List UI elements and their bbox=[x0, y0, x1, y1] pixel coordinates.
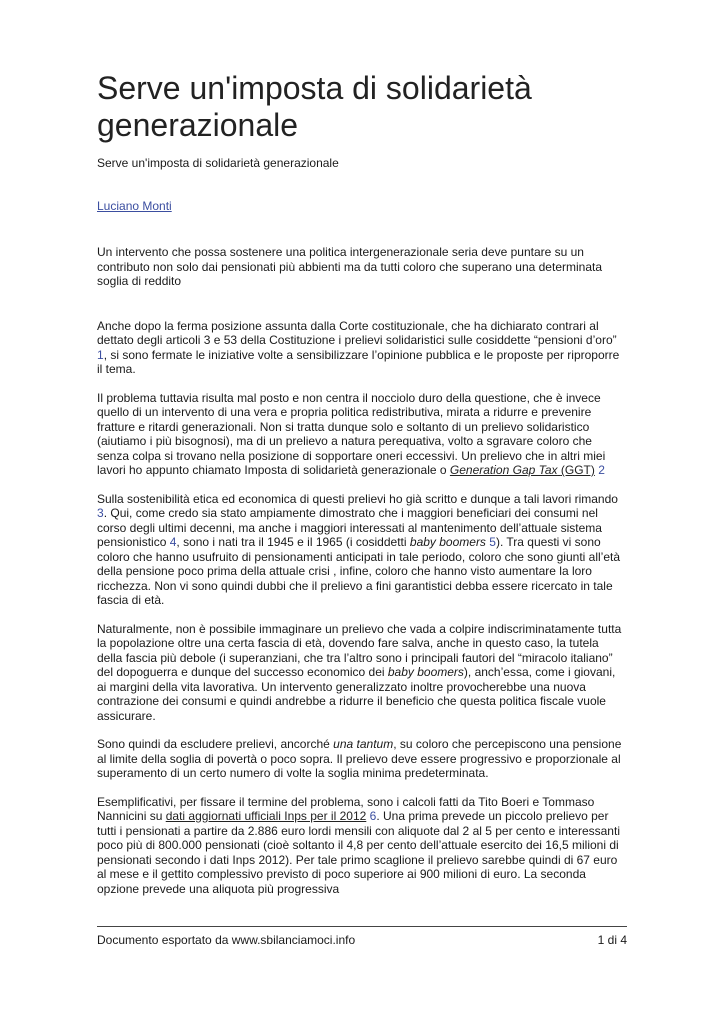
footnote-ref-4[interactable]: 4 bbox=[169, 535, 177, 549]
emphasis-text: baby boomers bbox=[387, 665, 464, 679]
paragraph-text: . Qui, come credo sia stato ampiamente dimostrato che i maggiori beneficiari dei consumi nel corso degli ultimi decenni, ma anche i maggiori interessati al mantenimento dell’attuale sistema pensionistico bbox=[97, 506, 602, 549]
inps-data-link[interactable]: dati aggiornati ufficiali Inps per il 2012 bbox=[165, 809, 367, 823]
paragraph-text: Il problema tuttavia risulta mal posto e non centra il nocciolo duro della questione, che è invece quello di un intervento di una vera e propria politica redistributiva, mirata a ridurre e prevenire fratture e ritardi generazionali. Non si tratta dunque solo e soltanto di un prelievo solidaristico (aiutiamo i più bisognosi), ma di un prelievo a natura perequativa, volto a sgravare coloro che senza colpa si trovano nella posizione di sopportare oneri eccessivi. Un prelievo che in altri miei lavori ho appunto chiamato Imposta di solidarietà generazionale o bbox=[97, 390, 606, 477]
link-text: Generation Gap Tax bbox=[449, 463, 558, 477]
link-abbr: (GGT) bbox=[560, 463, 595, 477]
paragraph-text: Sulla sostenibilità etica ed economica di questi prelievi ho già scritto e dunque a tali lavori rimando bbox=[97, 491, 618, 506]
paragraph-text: , si sono fermate le iniziative volte a sensibilizzare l’opinione pubblica e le proposte per riproporre il tema. bbox=[97, 347, 620, 376]
footnote-ref-5[interactable]: 5 bbox=[489, 535, 496, 549]
page-footer bbox=[97, 926, 627, 947]
paragraph-4 bbox=[97, 622, 627, 724]
paragraph-text: , sono i nati tra il 1945 e il 1965 (i cosiddetti bbox=[176, 535, 407, 549]
generation-gap-tax-link[interactable] bbox=[450, 463, 595, 477]
footer-source: Documento esportato da www.sbilanciamoci.info bbox=[97, 933, 356, 947]
paragraph-2 bbox=[97, 391, 627, 478]
page-subtitle: Serve un'imposta di solidarietà generazionale bbox=[97, 156, 339, 170]
paragraph-text: ). Tra questi vi sono coloro che hanno usufruito di pensionamenti anticipati in tale periodo, coloro che sono giunti all’età della pensione poco prima della attuale crisi , infine, coloro che hanno visto aumentare la loro ricchezza. Non vi sono quindi dubbi che il prelievo a fini garantistici debba essere ricercato in tale fascia di età. bbox=[97, 535, 621, 607]
emphasis-text: baby boomers bbox=[409, 535, 486, 549]
paragraph-text: Sono quindi da escludere prelievi, ancorché bbox=[97, 737, 330, 751]
footnote-ref-2[interactable]: 2 bbox=[598, 463, 605, 477]
paragraph-text: Anche dopo la ferma posizione assunta dalla Corte costituzionale, che ha dichiarato contrari al dettato degli articoli 3 e 53 della Costituzione i prelievi solidaristici sulle cosiddette “pensioni d’oro” bbox=[97, 318, 617, 347]
paragraph-text: , su coloro che percepiscono una pensione al limite della soglia di povertà o poco sopra. Il prelievo deve essere progressivo e proporzionale al superamento di un certo numero di volte la soglia minima predeterminata. bbox=[97, 737, 622, 780]
page-title: Serve un'imposta di solidarietà generazionale bbox=[97, 70, 532, 143]
footnote-ref-3[interactable]: 3 bbox=[97, 506, 104, 520]
paragraph-5 bbox=[97, 737, 627, 781]
paragraph-6 bbox=[97, 795, 627, 897]
paragraph-1 bbox=[97, 319, 627, 377]
paragraph-text: . Una prima prevede un piccolo prelievo per tutti i pensionati a partire da 2.886 euro lordi mensili con aliquote dal 2 al 5 per cento e interessanti poco più di 800.000 pensionati (cioè soltanto il 4,8 per cento dell’attuale esercito dei 16,5 milioni di pensionati secondo i dati Inps 2012). Per tale primo scaglione il prelievo sarebbe quindi di 67 euro al mese e il gettito complessivo previsto di poco superiore ai 900 milioni di euro. La seconda opzione prevede una aliquota più progressiva bbox=[97, 809, 620, 896]
lead-paragraph: Un intervento che possa sostenere una politica intergenerazionale seria deve puntare su un contributo non solo dai pensionati più abbienti ma da tutti coloro che superano una determinata soglia di reddito bbox=[97, 245, 603, 288]
paragraph-text: Naturalmente, non è possibile immaginare un prelievo che vada a colpire indiscriminatamente tutta la popolazione oltre una certa fascia di età, dovendo fare salva, anche in questo caso, la tutela della fascia più debole (i superanziani, che tra l’altro sono i principali fautori del “miracolo italiano” del dopoguerra e dunque del successo economico dei bbox=[97, 621, 622, 679]
emphasis-text: una tantum bbox=[333, 737, 394, 751]
footnote-ref-1[interactable]: 1 bbox=[97, 347, 104, 362]
document-page bbox=[97, 70, 627, 896]
page-number: 1 di 4 bbox=[597, 933, 627, 947]
footnote-ref-6[interactable]: 6 bbox=[369, 809, 377, 823]
paragraph-text: Esemplificativi, per fissare il termine del problema, sono i calcoli fatti da Tito Boeri e Tommaso Nannicini su bbox=[97, 794, 595, 823]
author-link[interactable]: Luciano Monti bbox=[97, 199, 172, 213]
paragraph-3 bbox=[97, 492, 627, 608]
paragraph-text: ), anch’essa, come i giovani, ai margini della vita lavorativa. Un intervento generalizzato inoltre provocherebbe una nuova contrazione dei consumi e quindi andrebbe a ridurre il beneficio che questa politica fiscale vuole assicurare. bbox=[97, 665, 616, 723]
